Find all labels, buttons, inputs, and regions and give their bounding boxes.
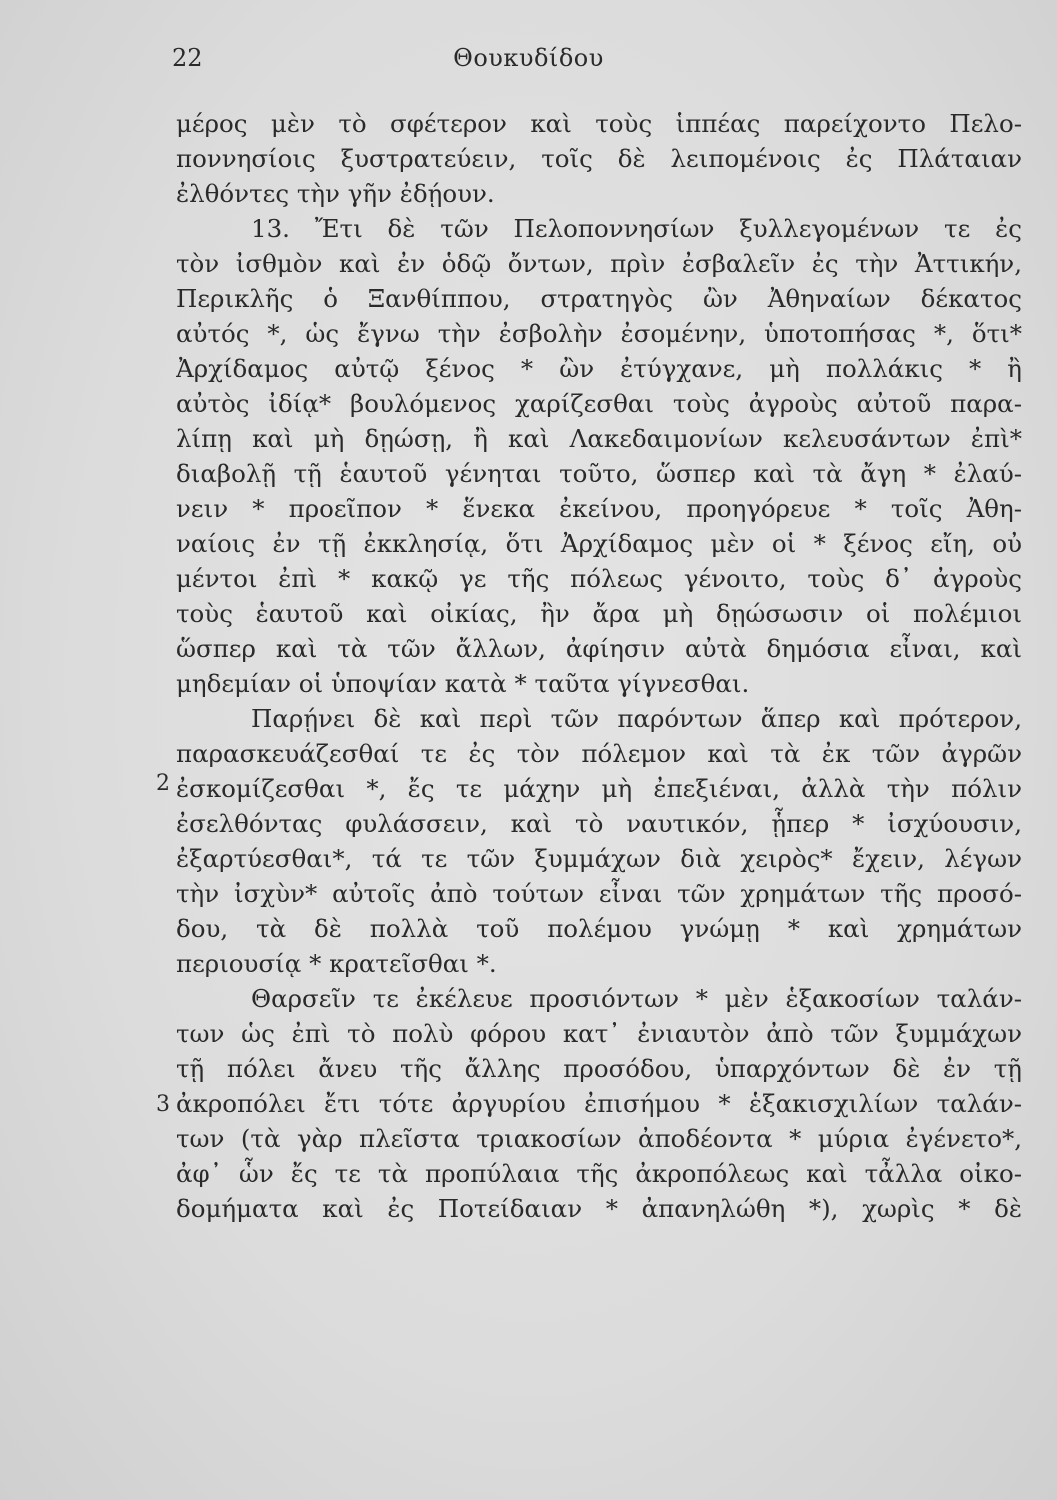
text-line: Θαρσεῖν τε ἐκέλευε προσιόντων * μὲν ἑξακοσίων ταλάν-: [251, 984, 1022, 1013]
text-line: ναίοις ἐν τῇ ἐκκλησίᾳ, ὅτι Ἀρχίδαμος μὲν οἱ * ξένος εἴη, οὐ: [176, 529, 1022, 558]
page-number: 22: [172, 44, 203, 72]
text-line: ἐλθόντες τὴν γῆν ἐδῄουν.: [176, 179, 495, 208]
text-line: Ἀρχίδαμος αὐτῷ ξένος * ὢν ἐτύγχανε, μὴ πολλάκις * ἢ: [176, 354, 1022, 383]
text-line: ἐσελθόντας φυλάσσειν, καὶ τὸ ναυτικόν, ᾗπερ * ἰσχύουσιν,: [176, 809, 1022, 838]
text-line: 13. Ἔτι δὲ τῶν Πελοποννησίων ξυλλεγομένων τε ἐς: [251, 214, 1022, 243]
text-line: ἀκροπόλει ἔτι τότε ἀργυρίου ἐπισήμου * ἑξακισχιλίων ταλάν-: [176, 1089, 1022, 1118]
margin-paragraph-number-3: 3: [156, 1092, 170, 1117]
text-line: ποννησίοις ξυστρατεύειν, τοῖς δὲ λειπομένοις ἐς Πλάταιαν: [176, 144, 1022, 173]
text-line: τοὺς ἑαυτοῦ καὶ οἰκίας, ἢν ἄρα μὴ δῃώσωσιν οἱ πολέμιοι: [176, 599, 1022, 628]
text-line: τὴν ἰσχὺν* αὐτοῖς ἀπὸ τούτων εἶναι τῶν χρημάτων τῆς προσό-: [176, 879, 1022, 908]
text-line: διαβολῇ τῇ ἑαυτοῦ γένηται τοῦτο, ὥσπερ καὶ τὰ ἄγη * ἐλαύ-: [176, 459, 1022, 488]
page-header: [0, 44, 1057, 76]
text-line: λίπῃ καὶ μὴ δῃώσῃ, ἢ καὶ Λακεδαιμονίων κελευσάντων ἐπὶ*: [176, 424, 1022, 453]
text-line: ἐξαρτύεσθαι*, τά τε τῶν ξυμμάχων διὰ χειρὸς* ἔχειν, λέγων: [176, 844, 1022, 873]
text-line: Παρῄνει δὲ καὶ περὶ τῶν παρόντων ἅπερ καὶ πρότερον,: [251, 704, 1022, 733]
text-line: αὐτός *, ὡς ἔγνω τὴν ἐσβολὴν ἐσομένην, ὑποτοπήσας *, ὅτι*: [176, 319, 1022, 348]
running-title: Θουκυδίδου: [453, 44, 604, 72]
text-line: Περικλῆς ὁ Ξανθίππου, στρατηγὸς ὢν Ἀθηναίων δέκατος: [176, 284, 1022, 313]
text-line: αὐτὸς ἰδίᾳ* βουλόμενος χαρίζεσθαι τοὺς ἀγροὺς αὐτοῦ παρα-: [176, 389, 1022, 418]
margin-paragraph-number-2: 2: [156, 771, 170, 796]
text-line: μέρος μὲν τὸ σφέτερον καὶ τοὺς ἱππέας παρείχοντο Πελο-: [176, 109, 1022, 138]
text-line: τὸν ἰσθμὸν καὶ ἐν ὁδῷ ὄντων, πρὶν ἐσβαλεῖν ἐς τὴν Ἀττικήν,: [176, 249, 1022, 278]
text-line: νειν * προεῖπον * ἕνεκα ἐκείνου, προηγόρευε * τοῖς Ἀθη-: [176, 494, 1022, 523]
text-line: παρασκευάζεσθαί τε ἐς τὸν πόλεμον καὶ τὰ ἐκ τῶν ἀγρῶν: [176, 739, 1022, 768]
text-line: ὥσπερ καὶ τὰ τῶν ἄλλων, ἀφίησιν αὐτὰ δημόσια εἶναι, καὶ: [176, 634, 1022, 663]
text-line: ἀφ᾽ ὧν ἔς τε τὰ προπύλαια τῆς ἀκροπόλεως καὶ τἆλλα οἰκο-: [176, 1159, 1022, 1188]
text-line: μηδεμίαν οἱ ὑποψίαν κατὰ * ταῦτα γίγνεσθαι.: [176, 669, 750, 698]
text-line: τῇ πόλει ἄνευ τῆς ἄλλης προσόδου, ὑπαρχόντων δὲ ἐν τῇ: [176, 1054, 1022, 1083]
text-line: περιουσίᾳ * κρατεῖσθαι *.: [176, 949, 497, 978]
text-line: μέντοι ἐπὶ * κακῷ γε τῆς πόλεως γένοιτο, τοὺς δ᾽ ἀγροὺς: [176, 564, 1022, 593]
text-line: δομήματα καὶ ἐς Ποτείδαιαν * ἀπανηλώθη *), χωρὶς * δὲ: [176, 1194, 1022, 1223]
text-line: των ὡς ἐπὶ τὸ πολὺ φόρου κατ᾽ ἐνιαυτὸν ἀπὸ τῶν ξυμμάχων: [176, 1019, 1022, 1048]
text-line: των (τὰ γὰρ πλεῖστα τριακοσίων ἀποδέοντα * μύρια ἐγένετο*,: [176, 1124, 1022, 1153]
text-body: [176, 106, 1022, 1226]
text-line: ἐσκομίζεσθαι *, ἔς τε μάχην μὴ ἐπεξιέναι, ἀλλὰ τὴν πόλιν: [176, 774, 1022, 803]
text-line: δου, τὰ δὲ πολλὰ τοῦ πολέμου γνώμῃ * καὶ χρημάτων: [176, 914, 1022, 943]
